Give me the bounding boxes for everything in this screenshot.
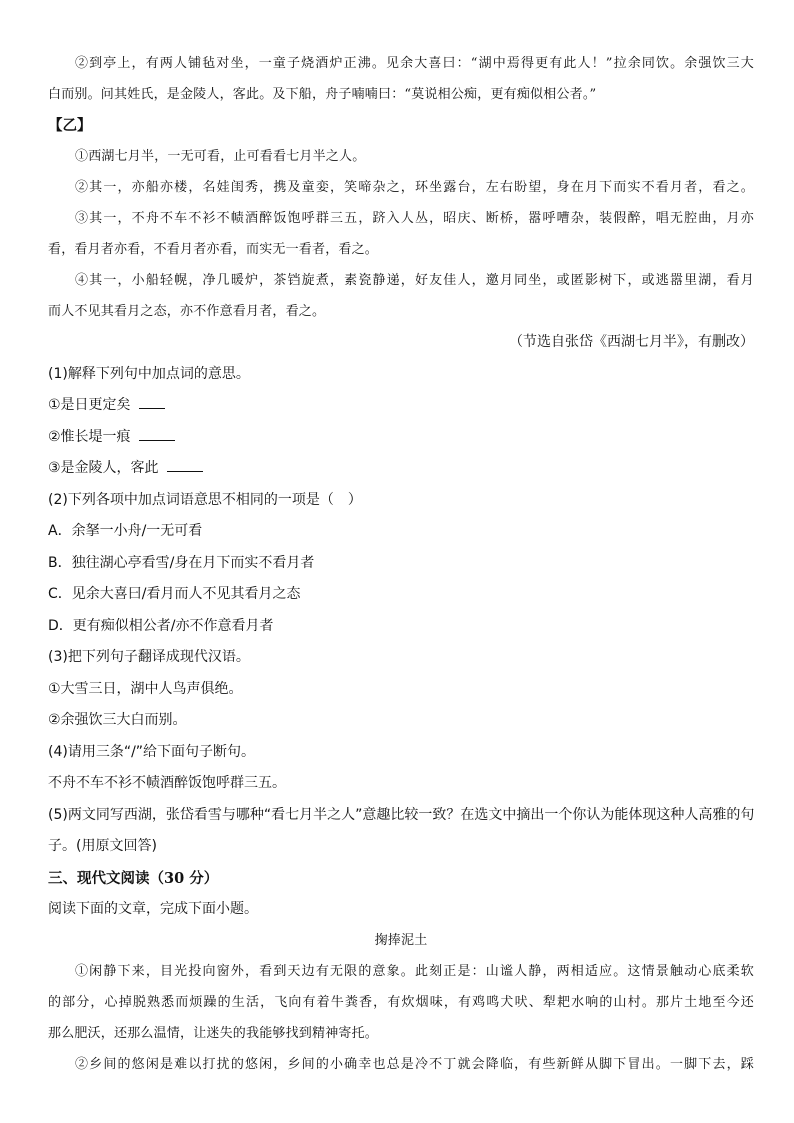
answer-blank[interactable] xyxy=(167,457,203,472)
jia-paragraph-2-line-1: ②到亭上，有两人铺毡对坐，一童子烧酒炉正沸。见余大喜曰：“湖中焉得更有此人！”拉余同饮。余强饮三大 xyxy=(75,56,754,71)
yi-paragraph-3-line-1: ③其一，不舟不车不衫不帻酒醉饭饱呼群三五，跻入人丛，昭庆、断桥，嚣呼嘈杂，装假醉，唱无腔曲，月亦 xyxy=(75,211,754,226)
article-paragraph-2-line-1: ②乡间的悠闲是难以打扰的悠闲，乡间的小确幸也总是冷不丁就会降临，有些新鲜从脚下冒出。一脚下去，踩 xyxy=(75,1057,754,1072)
question-5-line-2: 子。(用原文回答) xyxy=(48,838,157,854)
question-5-line-1: (5)两文同写西湖，张岱看雪与哪种“看七月半之人”意趣比较一致？在选文中摘出一个你认为能体现这种人高雅的句 xyxy=(48,806,754,823)
question-4-prompt: (4)请用三条“/”给下面句子断句。 xyxy=(48,743,256,760)
answer-blank[interactable] xyxy=(139,426,175,441)
question-2-option-a: A．余拏一小舟/一无可看 xyxy=(48,523,203,539)
answer-blank[interactable] xyxy=(139,394,165,409)
article-paragraph-1-line-3: 那么肥沃，还那么温情，让迷失的我能够找到精神寄托。 xyxy=(48,1026,379,1041)
question-2-option-b: B．独往湖心亭看雪/身在月下而实不看月者 xyxy=(48,554,315,571)
question-2-prompt: (2)下列各项中加点词语意思不相同的一项是（ ） xyxy=(48,491,362,508)
question-3-item-1: ①大雪三日，湖中人鸟声俱绝。 xyxy=(48,680,243,697)
section-3-heading: 三、现代文阅读（30 分） xyxy=(48,869,219,887)
yi-paragraph-3-line-2: 看，看月者亦看，不看月者亦看，而实无一看者，看之。 xyxy=(48,242,379,257)
question-1-item-2 xyxy=(48,422,754,454)
section-3-instruction: 阅读下面的文章，完成下面小题。 xyxy=(48,900,258,917)
article-paragraph-1-line-1: ①闲静下来，目光投向窗外，看到天边有无限的意象。此刻正是：山谧人静，两相适应。这情景触动心底柔软 xyxy=(75,964,754,979)
question-3-prompt: (3)把下列句子翻译成现代汉语。 xyxy=(48,649,250,665)
question-1-item-3 xyxy=(48,453,754,485)
yi-paragraph-2: ②其一，亦船亦楼，名娃闺秀，携及童娈，笑啼杂之，环坐露台，左右盼望，身在月下而实不看月者，看之。 xyxy=(75,180,754,195)
question-1-item-3-text: ③是金陵人，客此 xyxy=(48,460,159,476)
jia-paragraph-2-line-2: 白而别。问其姓氏，是金陵人，客此。及下船，舟子喃喃曰：“莫说相公痴，更有痴似相公者。” xyxy=(48,87,597,102)
article-title: 掬捧泥土 xyxy=(374,933,428,948)
document-page xyxy=(48,48,754,1080)
yi-paragraph-4-line-1: ④其一，小船轻幌，净几暖炉，茶铛旋煮，素瓷静递，好友佳人，邀月同坐，或匿影树下，或逃嚣里湖，看月 xyxy=(75,273,754,288)
question-4-sentence: 不舟不车不衫不帻酒醉饭饱呼群三五。 xyxy=(48,775,286,791)
question-2-option-c: C．见余大喜曰/看月而人不见其看月之态 xyxy=(48,586,301,602)
article-paragraph-1-line-2: 的部分，心掉脱熟悉而烦躁的生活，飞向有着牛粪香，有炊烟味，有鸡鸣犬吠、犁耙水响的山村。那片土地至今还 xyxy=(48,995,754,1010)
question-3-item-2: ②余强饮三大白而别。 xyxy=(48,712,187,728)
question-1-item-1-text: ①是日更定矣 xyxy=(48,397,131,413)
question-1-item-1 xyxy=(48,390,754,422)
yi-paragraph-1: ①西湖七月半，一无可看，止可看看七月半之人。 xyxy=(75,149,366,164)
question-1-prompt: (1)解释下列句中加点词的意思。 xyxy=(48,365,250,382)
source-citation: （节选自张岱《西湖七月半》，有删改） xyxy=(509,334,754,350)
yi-paragraph-4-line-2: 而人不见其看月之态，亦不作意看月者，看之。 xyxy=(48,304,326,319)
section-yi-header: 【乙】 xyxy=(48,117,92,134)
question-1-item-2-text: ②惟长堤一痕 xyxy=(48,428,131,445)
question-2-option-d: D．更有痴似相公者/亦不作意看月者 xyxy=(48,617,274,634)
